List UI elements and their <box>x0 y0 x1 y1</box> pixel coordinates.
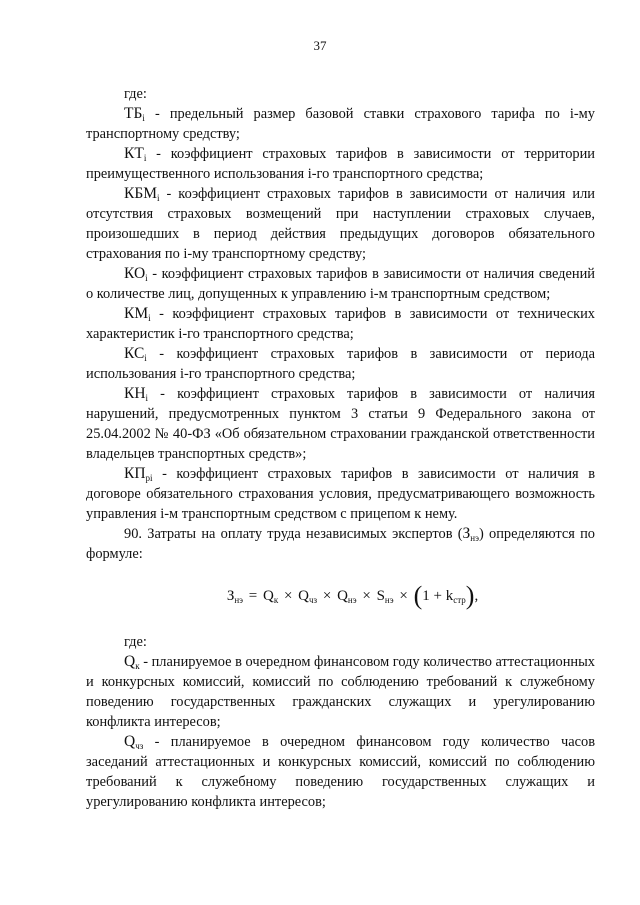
formula-term-4: S <box>376 588 385 604</box>
definition-item <box>86 304 595 344</box>
definition-symbol-sub: i <box>148 313 151 323</box>
page-number: 37 <box>313 38 327 53</box>
definition-item <box>86 384 595 464</box>
formula-term-2: Q <box>298 588 310 604</box>
definition-symbol-sub: i <box>145 273 148 283</box>
formula-term-3-sub: нэ <box>347 595 357 605</box>
formula-lhs-sub: нэ <box>234 595 244 605</box>
definition-symbol-sub: i <box>143 153 147 163</box>
formula-open-paren: ( <box>413 581 423 610</box>
formula-term-1-sub: к <box>273 595 279 605</box>
definition-text: - коэффициент страховых тарифов в зависимости от технических характеристик i-го транспортного средства; <box>86 306 595 342</box>
definition-text: - коэффициент страховых тарифов в зависимости от наличия нарушений, предусмотренных пунктом 3 статьи 9 Федерального закона от 25.04.2002 № 40-ФЗ «Об обязательном страховании гражданской ответственности владельцев транспортных средств»; <box>86 386 595 462</box>
definition-symbol: КП <box>124 465 146 482</box>
definition-item <box>86 184 595 264</box>
paragraph-90-before: 90. Затраты на оплату труда независимых экспертов ( <box>124 526 463 542</box>
definition-symbol-sub: i <box>157 193 160 203</box>
definitions-list-1 <box>86 104 595 524</box>
page-body <box>86 84 595 812</box>
formula-term-2-sub: чз <box>309 595 318 605</box>
definition-item <box>86 464 595 524</box>
formula-one-plus-k: 1 + k <box>422 588 454 604</box>
formula-term-3: Q <box>337 588 348 604</box>
formula-tail: , <box>474 588 479 604</box>
definition-text: - планируемое в очередном финансовом году количество аттестационных и конкурсных комиссий, комиссий по соблюдению требований к служебному поведению государственных гражданских служащих и урегулированию конфликта интересов; <box>86 654 595 730</box>
definition-symbol: КБМ <box>124 185 158 202</box>
formula-times-1: × <box>283 588 293 604</box>
definition-item <box>86 264 595 304</box>
formula-close-paren: ) <box>465 581 475 610</box>
formula-k-sub: стр <box>453 595 466 605</box>
definition-text: - предельный размер базовой ставки страхового тарифа по i-му транспортному средству; <box>86 106 595 142</box>
definition-item <box>86 344 595 384</box>
where-label: где: <box>124 86 147 102</box>
definition-symbol: КС <box>124 345 145 362</box>
definition-text: - коэффициент страховых тарифов в зависимости от наличия или отсутствия страховых возмещений при наступлении страховых случаев, произошедших в период действия предыдущих договоров обязательного страхования по i-му транспортному средству; <box>86 186 595 262</box>
formula <box>86 581 595 610</box>
definitions-list-2 <box>86 652 595 812</box>
definition-text: - коэффициент страховых тарифов в зависимости от периода использования i-го транспортного средства; <box>86 346 595 382</box>
paragraph-90-after: ) определяются по формуле: <box>86 526 595 562</box>
definition-symbol: Q <box>124 653 136 670</box>
definition-item <box>86 732 595 812</box>
definition-symbol: КМ <box>124 305 149 322</box>
definition-text: - планируемое в очередном финансовом году количество часов заседаний аттестационных и конкурсных комиссий, комиссий по соблюдению требований к служебному поведению государственных служащих и урегулированию конфликта интересов; <box>86 734 595 810</box>
definition-item <box>86 652 595 732</box>
definition-symbol: КТ <box>124 145 144 162</box>
definition-text: - коэффициент страховых тарифов в зависимости от территории преимущественного использования i-го транспортного средства; <box>86 146 595 182</box>
formula-times-4: × <box>399 588 408 604</box>
paragraph-90-symbol-sub: нэ <box>470 533 479 543</box>
formula-term-1: Q <box>262 588 274 604</box>
where-label-2: где: <box>124 634 147 650</box>
definition-symbol-sub: i <box>144 353 147 363</box>
formula-equals: = <box>248 588 258 604</box>
definition-symbol: Q <box>124 733 136 750</box>
formula-lhs: З <box>226 588 235 604</box>
definition-symbol: КО <box>124 265 146 282</box>
formula-times-2: × <box>322 588 332 604</box>
paragraph-90 <box>86 524 595 564</box>
paragraph-90-symbol: З <box>462 525 471 542</box>
definition-symbol: КН <box>124 385 146 402</box>
definition-symbol-sub: рi <box>145 473 153 483</box>
definition-item <box>86 144 595 184</box>
definition-text: - коэффициент страховых тарифов в зависимости от наличия сведений о количестве лиц, допущенных к управлению i-м транспортным средством; <box>86 266 595 302</box>
formula-term-4-sub: нэ <box>384 595 394 605</box>
definition-symbol-sub: к <box>135 661 140 671</box>
definition-symbol: ТБ <box>124 105 143 122</box>
definition-text: - коэффициент страховых тарифов в зависимости от наличия в договоре обязательного страхования условия, предусматривающего возможность управления i-м транспортным средством с прицепом к нему. <box>86 466 595 522</box>
definition-symbol-sub: i <box>142 113 145 123</box>
definition-item <box>86 104 595 144</box>
definition-symbol-sub: i <box>145 393 149 403</box>
formula-times-3: × <box>362 588 371 604</box>
definition-symbol-sub: чз <box>135 741 144 751</box>
